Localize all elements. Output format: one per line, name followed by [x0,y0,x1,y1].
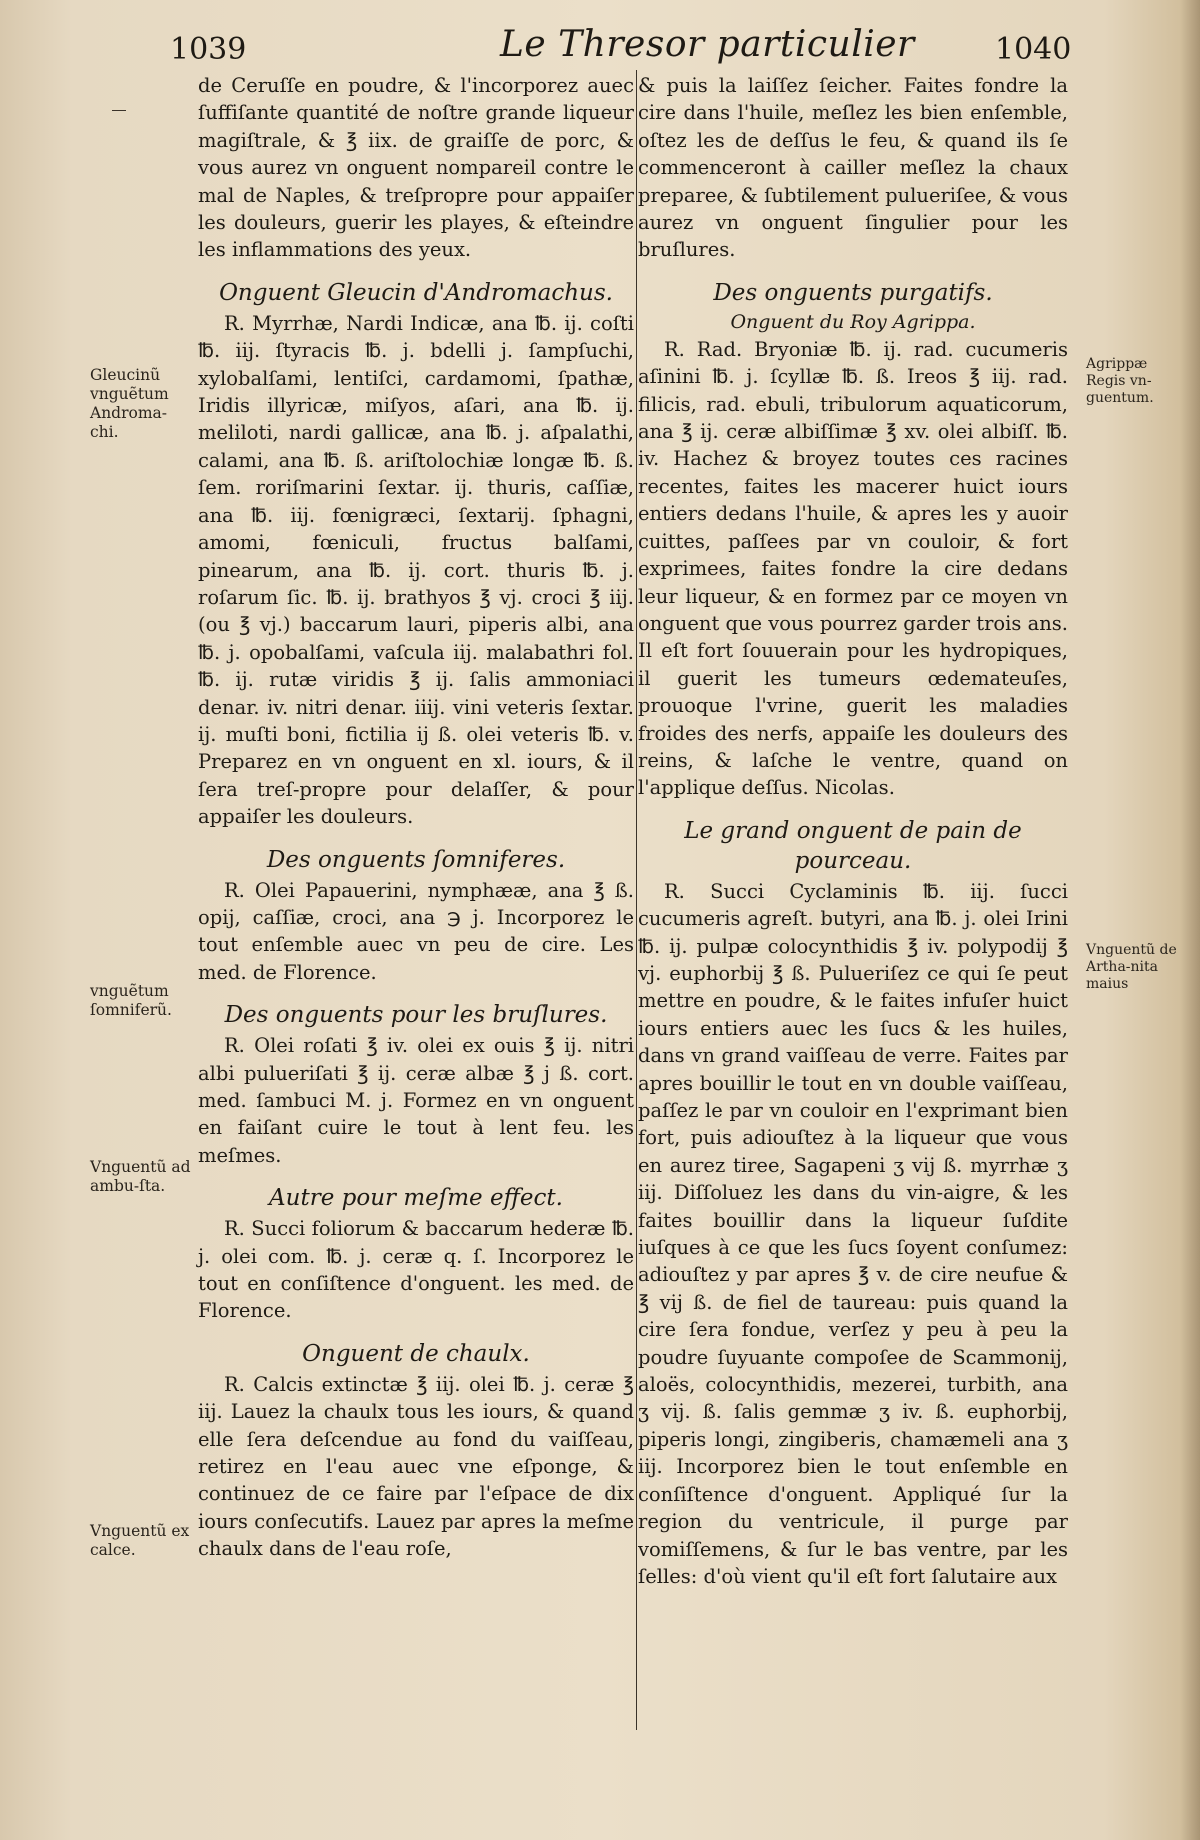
recipe-autre: R. Succi foliorum & baccarum hederæ ℔. j. olei com. ℔. j. ceræ q. ſ. Incorporez le tout en conſiſtence d'onguent. les med. de Florence. [198,1217,634,1323]
margin-note-agrippa: Agrippæ Regis vn-guentum. [1086,356,1154,406]
margin-note-ambusta: Vnguentũ ad ambu-ſta. [90,1158,191,1195]
heading-bruslures: Des onguents pour les bruſlures. [224,1002,608,1029]
paragraph-chaux-cont: & puis la laiſſez ſeicher. Faites fondre la cire dans l'huile, meſlez les bien enſemble, oſtez les de deſſus le feu, & quand ils ſe commenceront à cailler meſlez la chaux preparee, & ſubtilement pulueriſee, & vous aurez vn onguent ſingulier pour les bruſlures. [638,74,1068,262]
column-rule [636,70,637,1730]
heading-chaulx: Onguent de chaulx. [302,1340,530,1367]
page-number-right: 1040 [995,32,1072,67]
recipe-bruslures: R. Olei roſati ℥ iv. olei ex ouis ℥ ij. nitri albi pulueriſati ℥ ij. ceræ albæ ℥ j ß. cort. med. ſambuci M. j. Formez en vn onguent en faiſant cuire le tout à lent feu. les meſmes. [198,1034,634,1167]
heading-autre: Autre pour meſme effect. [269,1185,563,1212]
margin-note-gleucin: Gleucinũ vnguẽtum Androma-chi. [90,366,169,441]
recipe-agrippa: R. Rad. Bryoniæ ℔. ij. rad. cucumeris aſinini ℔. j. ſcyllæ ℔. ß. Ireos ℥ iij. rad. filicis, rad. ebuli, tribulorum aquaticorum, ana ℥ ij. ceræ albiſſimæ ℥ xv. olei albiſſ. ℔. iv. Hachez & broyez toutes ces racines recentes, faites les macerer huict iours entiers dedans l'huile, & apres les y auoir cuittes, paſſees par vn couloir, & fort exprimees, faites fondre la cire dedans leur liqueur, & en formez par ce moyen vn onguent que vous pourrez garder trois ans. Il eſt fort ſouuerain pour les hydropiques, il guerit les tumeurs œdemateuſes, prouoque l'vrine, guerit les maladies froides des nerfs, appaiſe les douleurs des reins, & laſche le ventre, quand on l'applique deſſus. Nicolas. [638,337,1068,800]
recipe-somniferes: R. Olei Papauerini, nymphææ, ana ℥ ß. opij, caſſiæ, croci, ana ℈ j. Incorporez le tout enſemble auec vn peu de cire. Les med. de Florence. [198,878,634,984]
heading-somniferes: Des onguents ſomniferes. [266,846,566,873]
recipe-chaulx: R. Calcis extinctæ ℥ iij. olei ℔. j. ceræ ℥ iij. Lauez la chaulx tous les iours, & quand elle ſera deſcendue au fond du vaiſſeau, retirez en l'eau auec vne eſponge, & continuez de ce faire par l'eſpace de dix iours conſecutifs. Lauez par apres la meſme chaulx dans de l'eau roſe, [198,1372,634,1561]
page-edge-shadow [1180,0,1200,1840]
margin-dash [112,110,126,111]
running-title: Le Thresor particulier [500,24,915,65]
heading-pain-de-pourceau: Le grand onguent de pain de pourceau. [684,817,1022,874]
heading-gleucin: Onguent Gleucin d'Andromachus. [219,279,613,306]
left-column [198,72,634,1569]
recipe-pain-de-pourceau: R. Succi Cyclaminis ℔. iij. ſucci cucumeris agreſt. butyri, ana ℔. j. olei Irini ℔. ij. pulpæ colocynthidis ℥ iv. polypodij ℥ vj. euphorbij ℥ ß. Pulueriſez ce qui ſe peut mettre en poudre, & le faites infuſer huict iours entiers auec les ſucs & les huiles, dans vn grand vaiſſeau de verre. Faites par apres bouillir le tout en vn double vaiſſeau, paſſez le par vn couloir en l'exprimant bien fort, puis adiouſtez à la liqueur que vous en aurez tiree, Sagapeni ʒ vij ß. myrrhæ ʒ iij. Diſſoluez les dans du vin-aigre, & les faites bouillir dans la liqueur ſuſdite iuſques à ce que les ſucs ſoyent conſumez: adiouſtez y par apres ℥ v. de cire neufue & ℥ vij ß. de fiel de taureau: puis quand la cire ſera fondue, verſez y peu à peu la poudre ſuyuante compoſee de Scammonij, aloës, colocynthidis, mezerei, turbith, ana ʒ vij. ß. ſalis gemmæ ʒ iv. ß. euphorbij, piperis longi, zingiberis, chamæmeli ana ʒ iij. Incorporez bien le tout enſemble en conſiſtence d'onguent. Appliqué ſur la region du ventricule, il purge par vomiſſemens, & ſur le bas ventre, par les ſelles: d'où vient qu'il eſt fort ſalutaire aux [638,879,1068,1588]
paragraph-ceruse: de Ceruſſe en poudre, & l'incorporez auec ſuffiſante quantité de noſtre grande liqueur magiſtrale, & ℥ iix. de graiſſe de porc, & vous aurez vn onguent nompareil contre le mal de Naples, & treſpropre pour appaiſer les douleurs, guerir les playes, & eſteindre les inflammations des yeux. [198,74,634,262]
margin-note-calce: Vnguentũ ex calce. [90,1522,190,1559]
recipe-gleucin: R. Myrrhæ, Nardi Indicæ, ana ℔. ij. coſti ℔. iij. ſtyracis ℔. j. bdelli j. ſampſuchi, xylobalſami, lentiſci, cardamomi, ſpathæ, Iridis illyricæ, miſyos, aſari, ana ℔. ij. meliloti, nardi gallicæ, ana ℔. j. aſpalathi, calami, ana ℔. ß. ariſtolochiæ longæ ℔. ß. ſem. roriſmarini ſextar. ij. thuris, caſſiæ, ana ℔. iij. fœnigræci, ſextarij. ſphagni, amomi, fœniculi, fructus balſami, pinearum, ana ℔. ij. cort. thuris ℔. j. roſarum ſic. ℔. ij. brathyos ℥ vj. croci ℥ iij. (ou ℥ vj.) baccarum lauri, piperis albi, ana ℔. j. opobalſami, vaſcula iij. malabathri fol. ℔. ij. rutæ viridis ℥ ij. ſalis ammoniaci denar. iv. nitri denar. iiij. vini veteris ſextar. ij. muſti boni, fictilia ij ß. olei veteris ℔. v. Preparez en vn onguent en xl. iours, & il ſera treſ-propre pour delaſſer, & pour appaiſer les douleurs. [198,311,634,829]
margin-note-arthanita: Vnguentũ de Artha-nita maius [1086,942,1177,992]
margin-note-somniferum: vnguẽtum ſomniferũ. [90,982,172,1019]
subheading-agrippa: Onguent du Roy Agrippa. [730,310,976,333]
page-number-left: 1039 [170,32,247,67]
page-header [0,14,1200,67]
heading-purgatifs: Des onguents purgatifs. [713,279,993,306]
right-column [638,72,1068,1596]
